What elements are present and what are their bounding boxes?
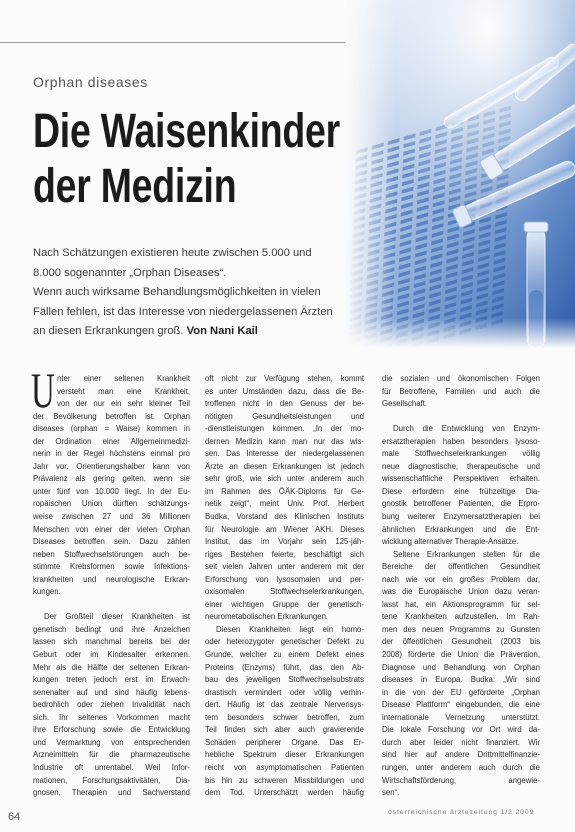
body-text-line: Ärzte an diesen Erkrankungen ist jedoch (205, 461, 364, 471)
body-text-line: dem Tod. Unterschätzt werden häufig (205, 788, 364, 798)
body-paragraph (205, 373, 364, 624)
body-text-line: es unter Umständen dazu, dass die Be- (205, 386, 364, 396)
body-text-line: Jahr vor. Orientierungshalber kann von (33, 461, 190, 471)
body-text-line: im Rahmen des ÖÄK-Diploms für Ge- (205, 486, 364, 496)
body-text-line: Erforschung von lysosomalen und per- (205, 574, 364, 584)
body-text-line: dert. Häufig ist das zentrale Nervensys- (205, 700, 364, 710)
body-text-line: neue diagnostische, therapeutische und (382, 461, 540, 471)
body-text-line: ihre Erforschung sowie die Entwicklung (33, 725, 190, 735)
body-text-line: sich. Ihr seltenes Vorkommen macht (33, 712, 190, 722)
body-text-line: Institut, das im Vorjahr sein 125-jäh- (205, 537, 364, 547)
body-text-line: tene Krankheiten aufzustellen. Im Rah- (382, 612, 540, 622)
body-text-line: Schäden peripherer Organe. Das Er- (205, 737, 364, 747)
body-text-line: diseases in Europa. Budka: „Wir sind (382, 675, 540, 685)
body-text-line: Diagnose und Behandlung von Orphan (382, 662, 540, 672)
body-text-line: Durch die Entwicklung von Enzym- (393, 424, 540, 434)
body-text-line: mationen, Forschungsaktivitäten, Dia- (33, 775, 190, 785)
body-text-line: der öffentlichen Gesundheit (2003 bis (382, 637, 540, 647)
body-text-line: genetisch bedingt und ihre Anzeichen (33, 624, 190, 634)
body-paragraph (382, 373, 540, 411)
intro-line: Nach Schätzungen existieren heute zwischen 5.000 und (33, 247, 312, 259)
body-text-line: neben Stoffwechselstörungen auch be- (33, 549, 190, 559)
drop-cap: U (31, 362, 55, 418)
body-text-line: Gesellschaft. (382, 399, 428, 409)
body-text-line: Diesen Krankheiten liegt ein homo- (216, 624, 364, 634)
body-text-line: oxisomalen Stoffwechselerkrankungen, (205, 587, 364, 597)
body-text-line: Diseases betroffen sein. Dazu zählen (33, 537, 190, 547)
body-text-line: von der nur ein sehr kleiner Teil (57, 399, 190, 409)
body-text-line: oder heterozygoter genetischer Defekt zu (205, 637, 364, 647)
body-text-line: Disease Plattform“ eingebunden, die eine (382, 700, 540, 710)
body-text-line: kungen treten jedoch erst im Erwach- (33, 675, 190, 685)
body-text-line: und Vermarktung von entsprechenden (33, 737, 190, 747)
section-rubric: Orphan diseases (33, 74, 148, 90)
body-text-line: sind hier auf andere Drittmittelfinanzie- (382, 750, 540, 760)
body-text-line: Der Großteil dieser Krankheiten ist (44, 612, 190, 622)
body-text-line: senenalter auf und sind häufig lebens- (33, 687, 190, 697)
body-text-line: male Stoffwechselerkrankungen völlig (382, 449, 540, 459)
body-text-line: rungen, unter anderem auch durch die (382, 762, 540, 772)
body-text-line: sen. Das Interesse der niedergelassenen (205, 449, 364, 459)
body-text-line: einer wichtigen Gruppe der genetisch- (205, 599, 364, 609)
body-text-line: was die Europäische Union dazu veran- (382, 587, 540, 597)
body-text-line: sehr groß, wie sich unter anderem auch (205, 474, 364, 484)
top-rule (0, 42, 352, 43)
page-number: 64 (8, 811, 21, 823)
body-text-line: bis hin zu schweren Missbildungen und (205, 775, 364, 785)
body-paragraph (382, 549, 540, 800)
body-text-line: nötigten Gesundheitsleistungen und (205, 411, 364, 421)
body-text-line: drastisch vermindert oder völlig verhin- (205, 687, 364, 697)
body-paragraph (382, 423, 540, 548)
body-text-line: nerin in der Regel höchstens einmal pro (33, 449, 190, 459)
body-text-line: Bereiche der öffentlichen Gesundheit (382, 562, 540, 572)
intro-line (33, 322, 363, 342)
body-text-line: wicklung alternativer Therapie-Ansätze. (382, 537, 519, 547)
body-text-line: unter fünf von 10.000 liegt. In der Eu- (33, 486, 190, 496)
body-text-line: internationale Vernetzung unterstützt. (382, 712, 540, 722)
body-paragraph (33, 611, 190, 799)
body-text-line: Geburt oder im Kindesalter erkennen. (33, 650, 190, 660)
body-text-line: wissenschaftliche Perspektiven erhalten. (382, 474, 540, 484)
body-text-line: Grunde, welcher zu einem Defekt eines (205, 650, 364, 660)
article-title-line-2: der Medizin (33, 160, 237, 213)
body-text-line: neurometabolischen Erkrankungen. (205, 612, 329, 622)
body-text-line: hebliche Spektrum dieser Erkrankungen (205, 750, 364, 760)
body-text-line: gnosen, Therapien und Sachverstand (33, 788, 190, 798)
body-text-line: diseases (orphan = Waise) kommen in (33, 424, 190, 434)
body-text-line: Wirtschaftsförderung, angewie- (382, 775, 540, 785)
body-text-line: -dienstleistungen kommen. „In der mo- (205, 424, 364, 434)
body-text-line: kungen. (33, 587, 61, 597)
body-text-line: tem besonders schwer betroffen, zum (205, 712, 364, 722)
header-photo (345, 0, 575, 348)
body-text-line: für Betroffene, Familien und auch die (382, 386, 540, 396)
body-text-line: krankheiten und neurologische Erkran- (33, 574, 190, 584)
body-paragraph (205, 624, 364, 800)
body-text-line: Mehr als die Hälfte der seltenen Erkran- (33, 662, 190, 672)
body-text-line: Diese erfordern eine frühzeitige Dia- (382, 486, 540, 496)
body-text-line: 2008) förderte die Union die Prävention, (382, 650, 540, 660)
article-title-line-1: Die Waisenkinder (33, 105, 340, 158)
body-text-line: die sozialen und ökonomischen Folgen (382, 374, 540, 383)
body-text-line: der Ordination einer Allgemeinmedizi- (33, 436, 190, 446)
body-text-line: bung weiterer Enzymersatztherapien bei (382, 512, 540, 522)
body-text-line: bedrohlich oder ziehen Invalidität nach (33, 700, 190, 710)
body-text-line: stimmte Krebsformen sowie Infektions- (33, 562, 190, 572)
body-column-3 (382, 373, 540, 800)
publication-footer: österreichische ärztezeitung 1/2 2009 (388, 809, 535, 816)
body-text-line: Proteins (Enzyms) führt, das den Ab- (205, 662, 364, 672)
body-text-line: Prävalenz als gering gelten, wenn sie (33, 474, 190, 484)
intro-line: Wenn auch wirksame Behandlungsmöglichkeiten in vielen (33, 286, 321, 299)
body-text-line: oft nicht zur Verfügung stehen, kommt (205, 374, 364, 383)
body-text-line: der Bevölkerung betroffen ist. Orphan (33, 411, 190, 421)
intro-line: Fällen fehlen, ist das Interesse von niedergelassenen Ärzten (33, 305, 333, 318)
body-text-line: ähnlichen Erkrankungen und die Ent- (382, 524, 540, 534)
body-text-line: riges Bestehen feierte, beschäftigt sich (205, 549, 364, 559)
body-text-line: lassen sich manchmal bereits bei der (33, 637, 190, 647)
body-text-line: seit vielen Jahren unter anderem mit der (205, 562, 364, 572)
body-text-line: durch aber leider nicht finanziert. Wir (382, 737, 540, 747)
body-text-line: ropäischen Union dürften schätzungs- (33, 499, 190, 509)
body-text-line: netik zeigt“, meint Univ. Prof. Herbert (205, 499, 364, 509)
body-text-line: ersatztherapien haben besonders lysoso- (382, 436, 540, 446)
body-text-line: in die von der EU geförderte „Orphan (382, 687, 540, 697)
body-text-line: Seltene Erkrankungen stellen für die (393, 549, 540, 559)
body-text-line: Arzneimitteln für die pharmazeutische (33, 750, 190, 760)
body-column-1 (33, 373, 190, 800)
body-text-line: men des neuen Programms zu Gunsten (382, 624, 540, 634)
author-byline: Von Nani Kail (186, 325, 258, 338)
body-text-line: gnostik betroffener Patienten, die Erpro- (382, 499, 540, 509)
body-text-line: für Neurologie am Wiener AKH. Dieses (205, 524, 364, 534)
intro-line: 8.000 sogenannter „Orphan Diseases“. (33, 266, 227, 279)
intro-lead (33, 244, 363, 342)
body-text-line: dernen Medizin kann man nur das wis- (205, 436, 364, 446)
body-text-line: sen“. (382, 788, 400, 798)
body-paragraph (33, 373, 190, 599)
body-text-line: Teil finden sich aber auch gravierende (205, 725, 364, 735)
body-text-line: nach wie vor ein großes Problem dar, (382, 574, 540, 584)
body-text-line: troffenen nicht in den Genuss der be- (205, 399, 364, 409)
body-text-line: Menschen von einer der vielen Orphan (33, 524, 190, 534)
body-text-line: reicht von asymptomatischen Patienten (205, 762, 364, 772)
body-text-line: Industrie oft unrentabel. Weil Infor- (33, 762, 190, 772)
body-text-line: bau des jeweiligen Stoffwechselsubstrats (205, 675, 364, 685)
body-text-line: lasst hat, ein Aktionsprogramm für sel- (382, 599, 540, 609)
body-text-line: weise zwischen 27 und 36 Millionen (33, 512, 190, 522)
body-text-line: versteht man eine Krankheit, (57, 386, 190, 396)
body-column-2 (205, 373, 364, 800)
body-text-line: Budka, Vorstand des Klinischen Instituts (205, 512, 364, 522)
intro-line-text: an diesen Erkrankungen groß. (33, 325, 187, 338)
body-text-line: nter einer seltenen Krankheit (57, 374, 190, 383)
body-text-line: Die lokale Forschung vor Ort wird da- (382, 725, 540, 735)
